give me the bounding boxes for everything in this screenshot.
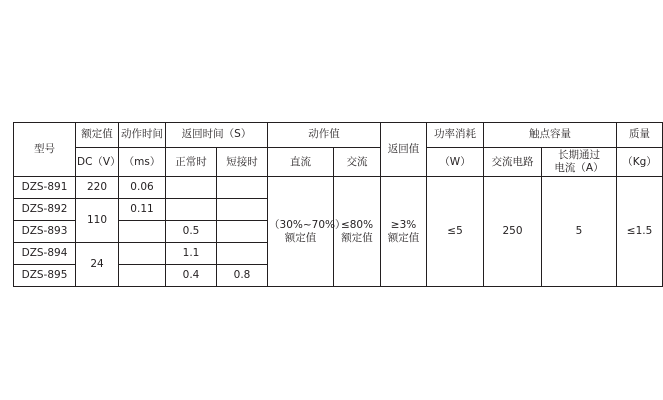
cell-contact-ac-circuit: 250	[484, 177, 542, 287]
header-power: 功率消耗	[427, 123, 484, 148]
cell-rated: 110	[76, 199, 119, 243]
cell-action-value-ac	[334, 177, 381, 287]
cell-action-time	[119, 243, 166, 265]
return-value-line2: 额定值	[387, 231, 420, 244]
header-action-value: 动作值	[268, 123, 381, 148]
table-header-row-top	[14, 123, 663, 148]
cell-return-normal: 0.5	[166, 221, 217, 243]
cell-action-time: 0.06	[119, 177, 166, 199]
header-action-time: 动作时间	[119, 123, 166, 148]
cell-model: DZS-891	[14, 177, 76, 199]
cell-power: ≤5	[427, 177, 484, 287]
header-action-value-dc: 直流	[268, 148, 334, 177]
table-row	[14, 177, 663, 199]
header-return-value: 返回值	[381, 123, 427, 177]
action-value-ac-line2: 额定值	[341, 231, 373, 244]
cell-return-short	[217, 199, 268, 221]
header-contact-long-current-line2: 电流（A）	[554, 162, 604, 175]
cell-return-short	[217, 221, 268, 243]
cell-model: DZS-892	[14, 199, 76, 221]
cell-action-time: 0.11	[119, 199, 166, 221]
cell-return-short	[217, 243, 268, 265]
header-rated-unit: DC（V）	[76, 148, 119, 177]
table-header-row-units	[14, 148, 663, 177]
cell-return-value	[381, 177, 427, 287]
header-return-time: 返回时间（S）	[166, 123, 268, 148]
action-value-dc-line1: （30%~70%）	[269, 218, 346, 231]
header-contact-long-current	[542, 148, 617, 177]
cell-return-short: 0.8	[217, 265, 268, 287]
cell-rated: 24	[76, 243, 119, 287]
return-value-line1: ≥3%	[390, 218, 417, 231]
cell-mass: ≤1.5	[617, 177, 663, 287]
header-model: 型号	[14, 123, 76, 177]
cell-rated: 220	[76, 177, 119, 199]
header-mass-unit: （Kg）	[617, 148, 663, 177]
cell-return-normal	[166, 177, 217, 199]
cell-return-short	[217, 177, 268, 199]
cell-model: DZS-895	[14, 265, 76, 287]
specification-table	[13, 122, 663, 287]
header-return-short: 短接时	[217, 148, 268, 177]
cell-action-time	[119, 265, 166, 287]
cell-action-time	[119, 221, 166, 243]
cell-action-value-dc	[268, 177, 346, 287]
action-value-ac-line1: ≤80%	[340, 218, 374, 231]
header-return-normal: 正常时	[166, 148, 217, 177]
cell-return-normal: 1.1	[166, 243, 217, 265]
action-value-dc-line2: 额定值	[284, 231, 317, 244]
header-contact-long-current-line1: 长期通过	[558, 149, 601, 161]
cell-return-normal	[166, 199, 217, 221]
cell-model: DZS-894	[14, 243, 76, 265]
cell-return-normal: 0.4	[166, 265, 217, 287]
header-action-time-unit: （ms）	[119, 148, 166, 177]
header-action-value-ac: 交流	[334, 148, 381, 177]
header-rated: 额定值	[76, 123, 119, 148]
cell-model: DZS-893	[14, 221, 76, 243]
header-contact-ac-circuit: 交流电路	[484, 148, 542, 177]
header-mass: 质量	[617, 123, 663, 148]
header-contact-capacity: 触点容量	[484, 123, 617, 148]
cell-contact-long-current: 5	[542, 177, 617, 287]
header-power-unit: （W）	[427, 148, 484, 177]
